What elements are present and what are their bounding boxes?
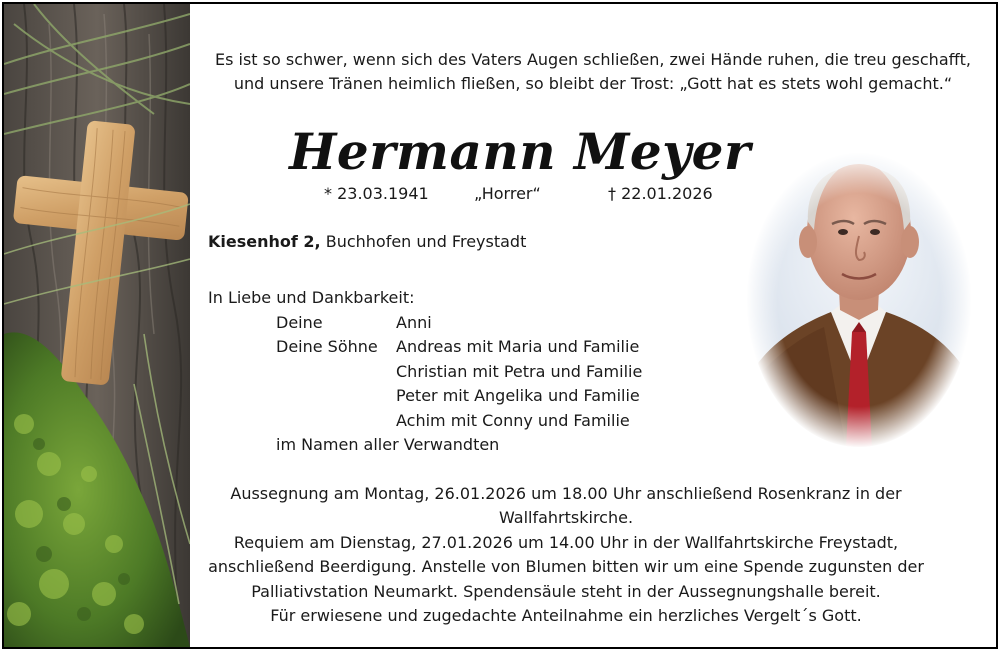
mourner-role: Deine: [276, 312, 323, 332]
nickname: „Horrer“: [474, 184, 541, 203]
list-item: [208, 335, 640, 360]
list-item: [208, 384, 640, 409]
quote-line-2: und unsere Tränen heimlich fließen, so bleibt der Trost: „Gott hat es stets wohl gemacht.“: [233, 74, 953, 93]
memorial-quote: [190, 48, 996, 96]
service-line: Aussegnung am Montag, 26.01.2026 um 18.00 Uhr anschließend Rosenkranz in der: [230, 484, 902, 503]
list-item: [208, 311, 432, 336]
deceased-name: Hermann Meyer: [289, 122, 751, 181]
portrait-photo: [746, 152, 972, 448]
address-street: Kiesenhof 2,: [208, 232, 321, 251]
mourners-intro: In Liebe und Dankbarkeit:: [208, 288, 415, 307]
mourner-name: Peter mit Angelika und Familie: [396, 386, 640, 405]
list-item: [208, 360, 643, 385]
service-line: anschließend Beerdigung. Anstelle von Blumen bitten wir um eine Spende zugunsten der: [208, 557, 924, 577]
death-date: † 22.01.2026: [608, 184, 713, 203]
obituary-card: [2, 2, 998, 649]
cross-photo: [4, 4, 190, 647]
service-announcement: [190, 482, 942, 628]
mourner-name: Achim mit Conny und Familie: [396, 410, 630, 430]
mourner-name: Andreas mit Maria und Familie: [396, 337, 640, 356]
address: [208, 232, 526, 251]
mourner-name: Anni: [396, 312, 432, 332]
service-line: Für erwiesene und zugedachte Anteilnahme ein herzliches Vergelt´s Gott.: [270, 606, 862, 626]
mourners-list: [208, 286, 643, 458]
mourners-closing-text: im Namen aller Verwandten: [276, 435, 500, 454]
nature-photo-strip: [4, 4, 190, 647]
service-line: Requiem am Dienstag, 27.01.2026 um 14.00 Uhr in der Wallfahrtskirche Freystadt,: [233, 532, 899, 552]
list-item: [208, 409, 630, 434]
birth-date: * 23.03.1941: [324, 184, 429, 203]
address-places: Buchhofen und Freystadt: [325, 232, 527, 251]
mourner-name: Christian mit Petra und Familie: [396, 361, 643, 381]
quote-line-1: Es ist so schwer, wenn sich des Vaters Augen schließen, zwei Hände ruhen, die treu geschafft,: [214, 50, 972, 69]
obituary-content: [190, 4, 996, 647]
service-line: Wallfahrtskirche.: [498, 508, 634, 528]
mourners-closing: [208, 433, 500, 458]
service-line: Palliativstation Neumarkt. Spendensäule steht in der Aussegnungshalle bereit.: [251, 581, 881, 601]
mourner-role: Deine Söhne: [276, 337, 378, 356]
